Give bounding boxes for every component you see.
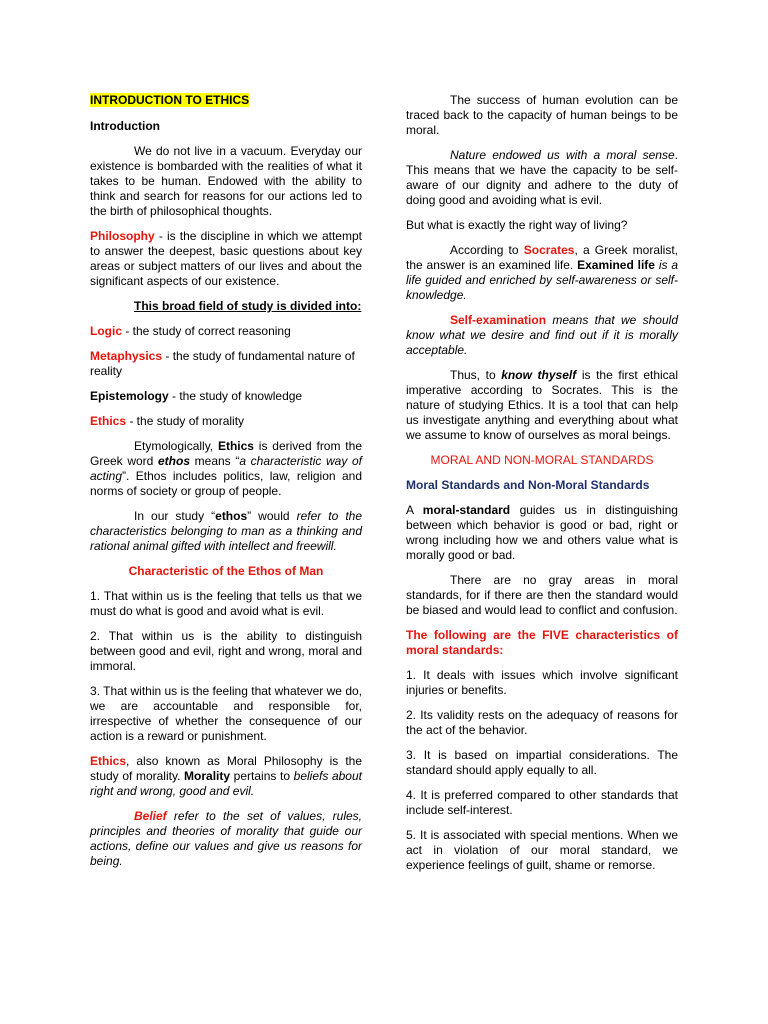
field-logic: Logic - the study of correct reasoning: [90, 324, 291, 338]
philosophy-paragraph: Philosophy - is the discipline in which we attempt to answer the deepest, basic questions about key areas or subject matters of our lives and about the significant aspects of our existence.: [90, 229, 362, 288]
morality-paragraph: Ethics, also known as Moral Philosophy is the study of morality. Morality pertains to beliefs about right and wrong, good and evil.: [90, 754, 362, 798]
self-exam-paragraph: Self-examination means that we should know what we desire and find out if it is morally acceptable.: [406, 313, 678, 357]
characteristic-item-1: 1. It deals with issues which involve significant injuries or benefits.: [406, 668, 678, 697]
question-paragraph: But what is exactly the right way of living?: [406, 218, 628, 232]
moral-standard-paragraph: A moral-standard guides us in distinguishing between which behavior is good or bad, right or wrong including how we and others value what is morally good or bad.: [406, 503, 678, 562]
field-metaphysics: Metaphysics - the study of fundamental nature of reality: [90, 349, 355, 378]
characteristic-item-4: 4. It is preferred compared to other standards that include self-interest.: [406, 788, 678, 817]
characteristic-item-2: 2. Its validity rests on the adequacy of reasons for the act of the behavior.: [406, 708, 678, 737]
know-thyself-paragraph: Thus, to know thyself is the first ethical imperative according to Socrates. This is the nature of studying Ethics. It is a tool that can help us investigate anything and everything about what we assume to know of ourselves as moral beings.: [406, 368, 679, 442]
belief-paragraph: Belief refer to the set of values, rules, principles and theories of morality that guide our actions, define our values and give us reasons for being.: [90, 809, 362, 868]
right-column: [406, 93, 678, 883]
etymology-paragraph: Etymologically, Ethics is derived from the Greek word ethos means “a characteristic way of acting”. Ethos includes politics, law, religion and norms of society or group of people.: [90, 439, 363, 498]
section-heading: MORAL AND NON-MORAL STANDARDS: [430, 453, 654, 467]
ethos-item-2: 2. That within us is the ability to distinguish between good and evil, right and wrong, moral and immoral.: [90, 629, 362, 673]
socrates-paragraph: According to Socrates, a Greek moralist, the answer is an examined life. Examined life is a life guided and enriched by self-awareness or self-knowledge.: [406, 243, 678, 302]
success-paragraph: The success of human evolution can be traced back to the capacity of human beings to be moral.: [406, 93, 678, 137]
sub-heading: Moral Standards and Non-Moral Standards: [406, 478, 650, 492]
intro-heading: Introduction: [90, 119, 160, 133]
characteristic-item-3: 3. It is based on impartial considerations. The standard should apply equally to all.: [406, 748, 678, 777]
ethos-item-3: 3. That within us is the feeling that whatever we do, we are accountable and responsible for, irrespective of whether the consequence of our action is a reward or punishment.: [90, 684, 362, 743]
intro-paragraph: We do not live in a vacuum. Everyday our existence is bombarded with the realities of what it takes to be human. Endowed with the ability to think and search for reasons for our actions led to the birth of philosophical thoughts.: [90, 144, 362, 218]
field-ethics: Ethics - the study of morality: [90, 414, 245, 428]
left-column: [90, 93, 362, 879]
study-paragraph: In our study “ethos” would refer to the characteristics belonging to man as a thinking and rational animal gifted with intellect and freewill.: [90, 509, 363, 553]
field-epistemology: Epistemology - the study of knowledge: [90, 389, 303, 403]
characteristic-item-5: 5. It is associated with special mentions. When we act in violation of our moral standard, we experience feelings of guilt, shame or remorse.: [406, 828, 678, 872]
nature-paragraph: Nature endowed us with a moral sense. This means that we have the capacity to be self-aware of our dignity and adhere to the duty of doing good and avoiding what is evil.: [406, 148, 678, 207]
document-title: INTRODUCTION TO ETHICS: [90, 93, 250, 107]
divided-heading: This broad field of study is divided into:: [134, 299, 362, 313]
five-characteristics-heading: The following are the FIVE characteristics of moral standards:: [406, 628, 678, 657]
philosophy-term: Philosophy: [90, 229, 155, 243]
ethos-item-1: 1. That within us is the feeling that tells us that we must do what is good and avoid what is evil.: [90, 589, 362, 618]
ethos-heading: Characteristic of the Ethos of Man: [128, 564, 324, 578]
gray-areas-paragraph: There are no gray areas in moral standards, for if there are then the standard would be biased and would lead to conflict and confusion.: [406, 573, 678, 617]
